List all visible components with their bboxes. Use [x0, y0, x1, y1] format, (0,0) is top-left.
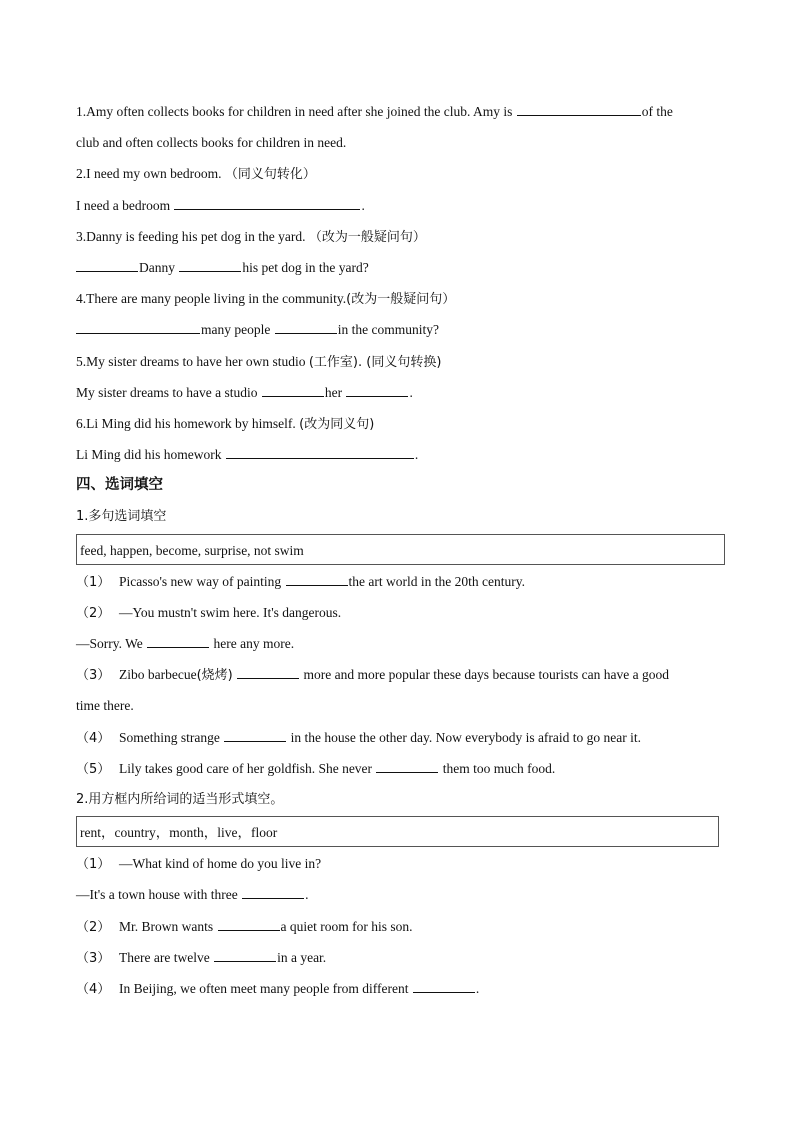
item-1-2-reply [76, 628, 726, 659]
answer-line-2 [76, 190, 726, 221]
item-1-2 [76, 597, 726, 628]
item-text: more and more popular these days because tourists can have a good [300, 667, 670, 683]
item-2-3 [76, 942, 726, 973]
answer-blank[interactable] [286, 572, 348, 586]
question-text: 3.Danny is feeding his pet dog in the yard. [76, 228, 309, 244]
section-heading: 四、选词填空 [76, 477, 163, 494]
item-2-1-reply [76, 879, 726, 910]
item-text: Picasso's new way of painting [119, 573, 285, 589]
answer-blank[interactable] [262, 383, 324, 397]
question-text: of the [641, 104, 673, 119]
answer-blank[interactable] [376, 759, 438, 773]
item-text: . [475, 980, 480, 996]
answer-blank[interactable] [224, 728, 286, 742]
answer-blank[interactable] [214, 948, 276, 962]
item-number: （4） [76, 730, 111, 746]
item-text: here any more. [210, 636, 295, 651]
item-1-1 [76, 566, 726, 597]
item-number: （5） [76, 761, 111, 777]
answer-text: Danny [139, 259, 179, 275]
answer-line-3 [76, 252, 726, 283]
item-2-4 [76, 973, 726, 1004]
item-hint: (烧烤) [196, 668, 233, 684]
question-text: 1.Amy often collects books for children in need after she joined the club. Amy is [76, 104, 516, 119]
item-text: Lily takes good care of her goldfish. She never [119, 760, 376, 776]
item-text: —Sorry. We [76, 636, 147, 651]
item-text: . [305, 887, 309, 903]
item-text: There are twelve [119, 949, 214, 965]
item-text: them too much food. [439, 760, 556, 776]
question-1-cont [76, 127, 726, 158]
item-number: （1） [76, 857, 111, 873]
word-bank-box-2: rent，country，month，live，floor [76, 816, 719, 847]
item-text: Something strange [119, 729, 224, 745]
item-text: time there. [76, 698, 134, 714]
answer-blank[interactable] [179, 258, 241, 272]
question-text: 6.Li Ming did his homework by himself. [76, 415, 300, 431]
item-text: in a year. [277, 949, 327, 965]
answer-blank[interactable] [237, 665, 299, 679]
answer-blank[interactable] [242, 886, 304, 900]
answer-blank[interactable] [517, 102, 641, 116]
answer-blank[interactable] [226, 445, 414, 459]
answer-text: her [324, 384, 346, 400]
item-number: （2） [76, 605, 111, 621]
question-1 [76, 96, 726, 127]
answer-suffix: . [361, 197, 365, 213]
question-6 [76, 408, 726, 439]
item-1-3-cont [76, 690, 726, 721]
item-2-2 [76, 911, 726, 942]
answer-blank[interactable] [76, 321, 200, 335]
question-hint: （同义句转化） [224, 167, 316, 183]
answer-line-4 [76, 314, 726, 345]
question-text: 2.I need my own bedroom. [76, 166, 225, 182]
item-text: —What kind of home do you live in? [119, 856, 322, 872]
question-2 [76, 158, 726, 189]
answer-text: many people [201, 322, 274, 338]
answer-blank[interactable] [275, 321, 337, 335]
question-hint: (改为同义句) [299, 416, 375, 432]
answer-blank[interactable] [218, 917, 280, 931]
answer-line-5 [76, 377, 726, 408]
answer-blank[interactable] [147, 634, 209, 648]
question-text: 5.My sister dreams to have her own studio [76, 353, 309, 369]
question-text: club and often collects books for children in need. [76, 135, 347, 151]
answer-blank[interactable] [413, 979, 475, 993]
item-1-4 [76, 722, 726, 753]
answer-text: My sister dreams to have a studio [76, 384, 261, 400]
item-number: （2） [76, 919, 111, 935]
item-number: （3） [76, 668, 111, 684]
question-hint: （改为一般疑问句） [308, 229, 426, 245]
answer-blank[interactable] [346, 383, 408, 397]
item-number: （4） [76, 981, 111, 997]
answer-line-6 [76, 439, 726, 470]
answer-text: in the community? [337, 322, 439, 338]
item-number: （1） [76, 574, 111, 590]
item-text: the art world in the 20th century. [348, 573, 525, 589]
item-text: in the house the other day. Now everybody is afraid to go near it. [287, 729, 642, 745]
question-hint: (改为一般疑问句） [346, 292, 456, 308]
item-1-5 [76, 753, 726, 784]
word-bank-box-1: feed, happen, become, surprise, not swim [76, 534, 725, 565]
question-hint: (工作室). (同义句转换) [308, 354, 442, 370]
item-text: —You mustn't swim here. It's dangerous. [119, 604, 342, 620]
worksheet-page [76, 96, 726, 1004]
answer-text: . [409, 384, 413, 400]
question-4 [76, 283, 726, 314]
answer-blank[interactable] [76, 258, 138, 272]
item-number: （3） [76, 950, 111, 966]
question-text: 4.There are many people living in the community. [76, 291, 347, 307]
answer-prefix: I need a bedroom [76, 197, 174, 213]
question-3 [76, 221, 726, 252]
item-text: a quiet room for his son. [280, 918, 413, 934]
item-1-3 [76, 659, 726, 690]
answer-text: his pet dog in the yard? [242, 259, 369, 275]
item-text: Mr. Brown wants [119, 918, 217, 934]
part-1-title: 1.多句选词填空 [76, 509, 167, 525]
item-text: In Beijing, we often meet many people from different [119, 980, 412, 996]
answer-blank[interactable] [174, 196, 360, 210]
question-5 [76, 346, 726, 377]
answer-text: Li Ming did his homework [76, 447, 225, 463]
item-2-1 [76, 848, 726, 879]
part-2-title: 2.用方框内所给词的适当形式填空。 [76, 791, 284, 807]
item-text: Zibo barbecue [119, 667, 197, 683]
item-text: —It's a town house with three [76, 887, 242, 903]
answer-text: . [414, 447, 419, 463]
